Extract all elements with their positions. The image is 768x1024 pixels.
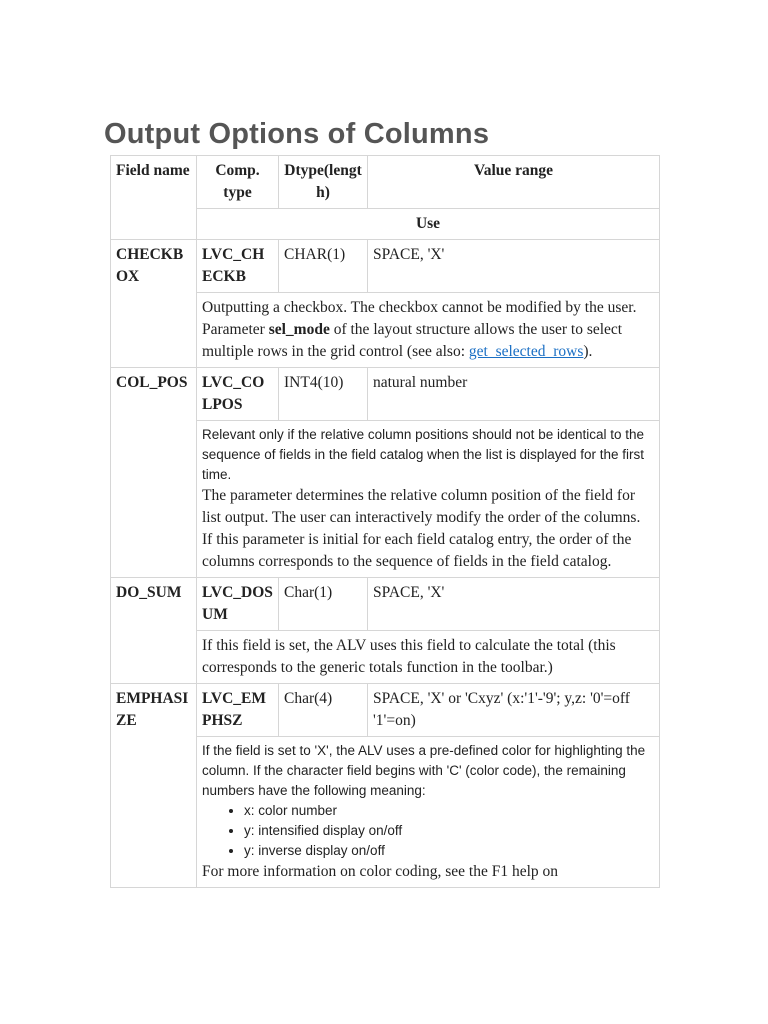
field-name-cell: COL_POS bbox=[111, 368, 197, 578]
header-field-name: Field name bbox=[111, 156, 197, 240]
use-cell: If this field is set, the ALV uses this field to calculate the total (this corresponds to the generic totals function in the toolbar.) bbox=[197, 631, 660, 684]
value-range-cell: natural number bbox=[368, 368, 660, 421]
dtype-cell: INT4(10) bbox=[279, 368, 368, 421]
use-note: Relevant only if the relative column positions should not be identical to the sequence of fields in the field catalog when the list is displayed for the first time. bbox=[202, 427, 645, 482]
header-comp-type: Comp. type bbox=[197, 156, 279, 209]
sel-mode-term: sel_mode bbox=[268, 321, 330, 338]
table-row bbox=[111, 684, 660, 737]
comp-type-cell: LVC_EMPHSZ bbox=[197, 684, 279, 737]
comp-type-cell: LVC_COLPOS bbox=[197, 368, 279, 421]
output-options-table bbox=[110, 155, 660, 888]
get-selected-rows-link[interactable]: get_selected_rows bbox=[468, 343, 584, 360]
header-use: Use bbox=[197, 209, 660, 240]
list-item: • x: color number bbox=[244, 801, 654, 821]
page-title: Output Options of Columns bbox=[104, 118, 490, 150]
use-cell bbox=[197, 421, 660, 578]
header-dtype: Dtype(length) bbox=[279, 156, 368, 209]
value-range-cell: SPACE, 'X' or 'Cxyz' (x:'1'-'9'; y,z: '0'=off '1'=on) bbox=[368, 684, 660, 737]
field-name-cell: DO_SUM bbox=[111, 578, 197, 684]
dtype-cell: Char(1) bbox=[279, 578, 368, 631]
field-name-cell: EMPHASIZE bbox=[111, 684, 197, 888]
header-row bbox=[111, 156, 660, 209]
table-row bbox=[111, 578, 660, 631]
use-cell bbox=[197, 293, 660, 368]
dtype-cell: Char(4) bbox=[279, 684, 368, 737]
field-name-cell: CHECKBOX bbox=[111, 240, 197, 368]
use-text: Outputting a checkbox. The checkbox cannot be modified by the user. Parameter bbox=[202, 299, 637, 338]
use-text: For more information on color coding, see the F1 help on bbox=[202, 863, 559, 880]
list-item: • y: intensified display on/off bbox=[244, 821, 654, 841]
dtype-cell: CHAR(1) bbox=[279, 240, 368, 293]
use-text: of the layout structure allows the user to select multiple rows in the grid control (see also: bbox=[202, 321, 623, 360]
use-note: If the field is set to 'X', the ALV uses a pre-defined color for highlighting the column. If the character field begins with 'C' (color code), the remaining numbers have the following meaning: bbox=[202, 743, 646, 798]
comp-type-cell: LVC_DOSUM bbox=[197, 578, 279, 631]
value-range-cell: SPACE, 'X' bbox=[368, 578, 660, 631]
use-text: ). bbox=[583, 343, 593, 360]
meaning-list bbox=[202, 801, 654, 861]
list-item: • y: inverse display on/off bbox=[244, 841, 654, 861]
header-value-range: Value range bbox=[368, 156, 660, 209]
table-row bbox=[111, 368, 660, 421]
table-row bbox=[111, 240, 660, 293]
use-text: The parameter determines the relative column position of the field for list output. The user can interactively modify the order of the columns. If this parameter is initial for each field catalog entry, the order of the columns corresponds to the sequence of fields in the field catalog. bbox=[202, 487, 641, 570]
use-cell bbox=[197, 737, 660, 888]
value-range-cell: SPACE, 'X' bbox=[368, 240, 660, 293]
comp-type-cell: LVC_CHECKB bbox=[197, 240, 279, 293]
